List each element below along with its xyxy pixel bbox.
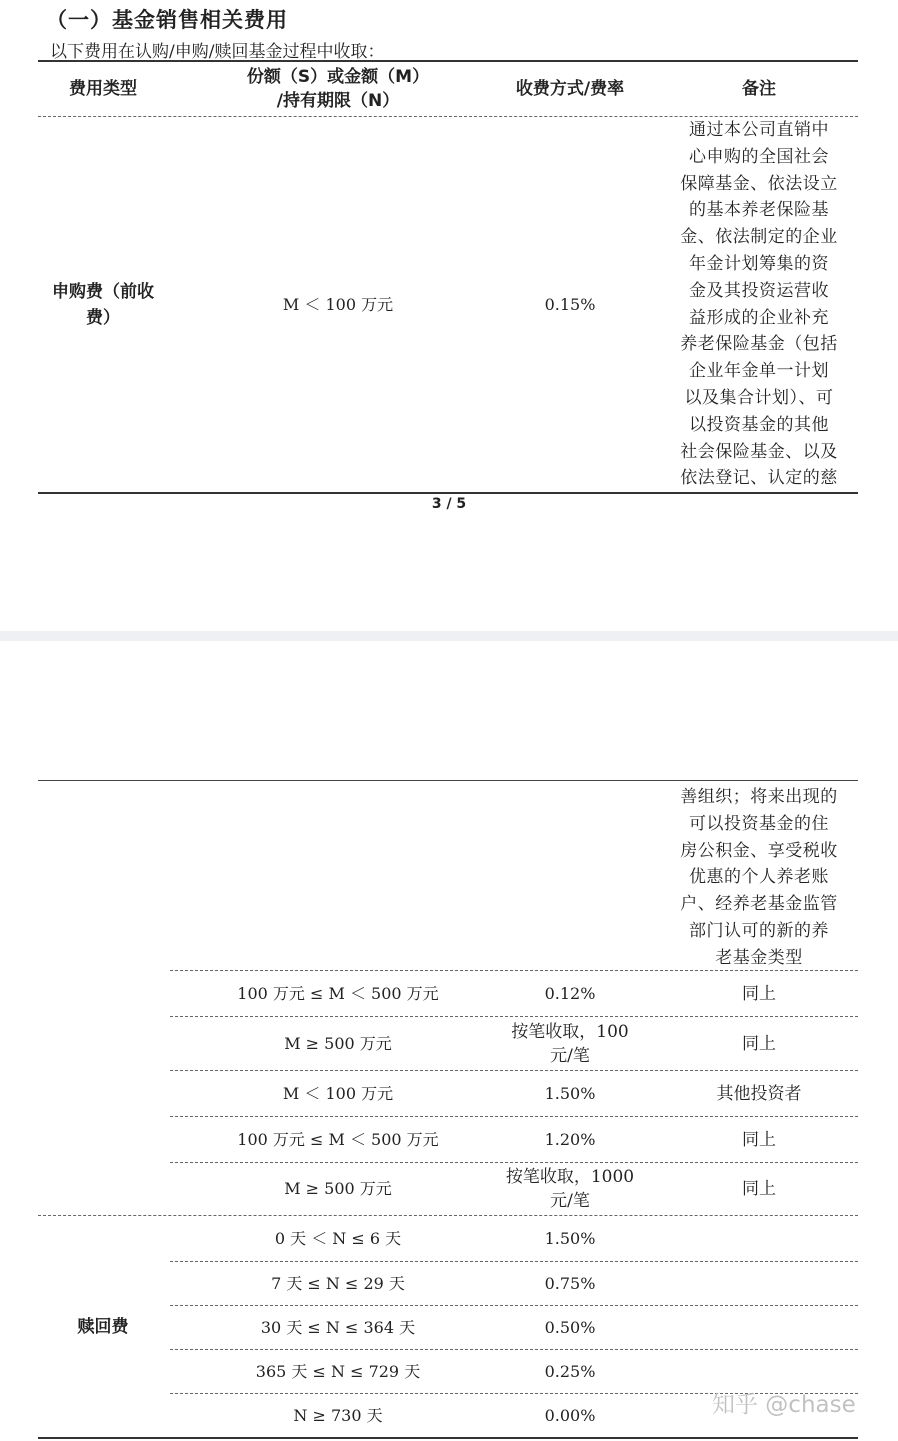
- rate-cell: 0.50%: [544, 1318, 596, 1337]
- header-amount: [168, 62, 508, 116]
- period-cell: N ≥ 730 天: [293, 1406, 383, 1425]
- rate-line: 按笔收取，1000: [505, 1167, 635, 1187]
- rate-cell: 1.50%: [544, 1229, 596, 1248]
- remark-line: 可以投资基金的住: [689, 813, 829, 834]
- remark-continued-cell: [668, 784, 850, 972]
- rate-cell: 1.50%: [544, 1084, 596, 1103]
- remark-line: 优惠的个人养老账: [689, 867, 829, 888]
- purchase-fee-label-line2: 费）: [86, 308, 120, 328]
- row-divider: [170, 970, 858, 971]
- row-divider: [170, 1070, 858, 1071]
- remark-cell: 同上: [742, 984, 776, 1004]
- amount-cell: 100 万元 ≤ M ＜ 500 万元: [237, 984, 439, 1003]
- section-divider: [38, 1215, 858, 1216]
- purchase-fee-label: [38, 118, 168, 492]
- table-bottom-rule: [38, 1437, 858, 1439]
- amount-cell: M ＜ 100 万元: [282, 1084, 394, 1103]
- rate-line: 按笔收取，100: [511, 1022, 629, 1042]
- header-remark: 备注: [742, 79, 776, 99]
- remark-line: 以投资基金的其他: [689, 414, 829, 435]
- remark-line: 老基金类型: [715, 947, 803, 968]
- row-divider: [170, 1016, 858, 1017]
- rate-cell: 0.15%: [544, 295, 596, 314]
- remark-line: 保障基金、依法设立: [680, 173, 838, 194]
- rate-cell: 0.25%: [544, 1362, 596, 1381]
- period-cell: 0 天 ＜ N ≤ 6 天: [274, 1229, 402, 1248]
- remark-line: 户、经养老基金监管: [680, 894, 838, 915]
- rate-line: 元/笔: [550, 1191, 590, 1211]
- rate-line: 元/笔: [550, 1046, 590, 1066]
- row-divider: [170, 1162, 858, 1163]
- header-fee-type: 费用类型: [69, 79, 137, 99]
- rate-cell: [470, 1018, 670, 1070]
- watermark: 知乎 @chase: [712, 1392, 856, 1418]
- remark-cell: 同上: [742, 1179, 776, 1199]
- remark-cell: 同上: [742, 1130, 776, 1150]
- remark-cell: [668, 117, 850, 492]
- redemption-fee-label: 赎回费: [77, 1317, 129, 1337]
- period-cell: 365 天 ≤ N ≤ 729 天: [255, 1362, 421, 1381]
- amount-cell: M ＜ 100 万元: [282, 295, 394, 314]
- remark-line: 善组织；将来出现的: [680, 787, 838, 807]
- remark-line: 金及其投资运营收: [689, 280, 829, 301]
- intro-text: 以下费用在认购/申购/赎回基金过程中收取：: [50, 42, 385, 62]
- remark-line: 房公积金、享受税收: [680, 840, 838, 861]
- remark-line: 依法登记、认定的慈: [680, 468, 838, 489]
- amount-cell: M ≥ 500 万元: [284, 1034, 392, 1053]
- remark-cell: 其他投资者: [716, 1084, 802, 1104]
- remark-cell: 同上: [742, 1034, 776, 1054]
- amount-cell: 100 万元 ≤ M ＜ 500 万元: [237, 1130, 439, 1149]
- remark-line: 益形成的企业补充: [689, 307, 829, 328]
- remark-line: 金、依法制定的企业: [680, 227, 838, 248]
- remark-line: 企业年金单一计划: [689, 361, 829, 382]
- page2-top-rule: [38, 780, 858, 781]
- rate-cell: [470, 1164, 670, 1214]
- remark-line: 社会保险基金、以及: [680, 441, 838, 462]
- remark-line: 通过本公司直销中: [689, 120, 829, 140]
- amount-cell: M ≥ 500 万元: [284, 1179, 392, 1198]
- header-method: 收费方式/费率: [515, 79, 625, 99]
- remark-line: 年金计划筹集的资: [689, 253, 829, 274]
- remark-line: 的基本养老保险基: [689, 200, 829, 221]
- header-amount-line1: 份额（S）或金额（M）: [246, 67, 430, 87]
- rate-cell: 1.20%: [544, 1130, 596, 1149]
- page-separator: [0, 631, 898, 641]
- rate-cell: 0.00%: [544, 1406, 596, 1425]
- remark-line: 以及集合计划）、可: [684, 387, 834, 408]
- remark-line: 心申购的全国社会: [689, 146, 829, 167]
- section-heading: （一）基金销售相关费用: [46, 8, 288, 32]
- page1-bottom-rule: [38, 492, 858, 494]
- remark-line: 养老保险基金（包括: [680, 334, 838, 355]
- remark-line: 部门认可的新的养: [689, 920, 829, 941]
- header-amount-line2: /持有期限（N）: [276, 91, 400, 111]
- rate-cell: 0.75%: [544, 1274, 596, 1293]
- row-divider: [170, 1116, 858, 1117]
- purchase-fee-label-line1: 申购费（前收: [52, 282, 154, 302]
- page-number: 3 / 5: [431, 496, 467, 512]
- period-cell: 7 天 ≤ N ≤ 29 天: [271, 1274, 405, 1293]
- rate-cell: 0.12%: [544, 984, 596, 1003]
- period-cell: 30 天 ≤ N ≤ 364 天: [260, 1318, 416, 1337]
